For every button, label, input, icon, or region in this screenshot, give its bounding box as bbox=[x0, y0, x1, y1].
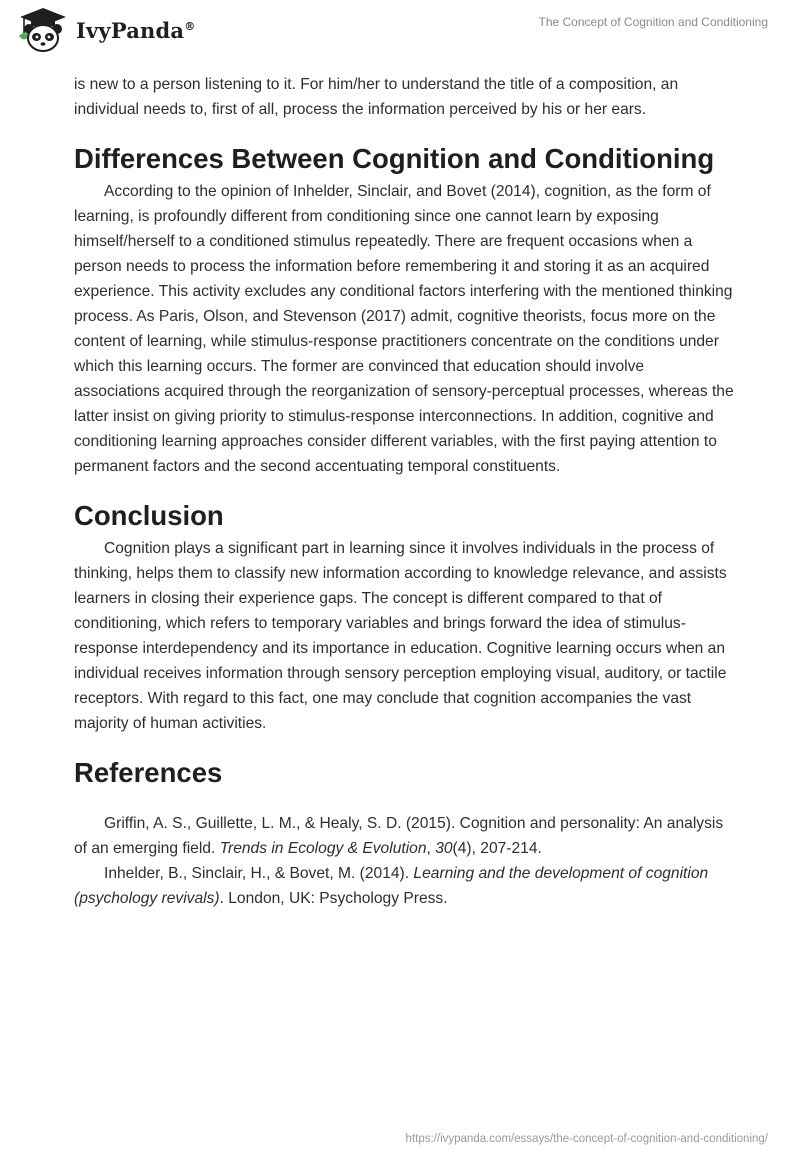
reference-journal: Trends in Ecology & Evolution bbox=[219, 840, 427, 857]
brand-name: IvyPanda® bbox=[76, 17, 196, 43]
reference-authors: Griffin, A. S., Guillette, L. M., & Healy, S. D. (2015). Cognition and personality: An analysis of an emerging field. bbox=[74, 815, 724, 857]
conclusion-paragraph: Cognition plays a significant part in learning since it involves individuals in the process of thinking, helps them to classify new information according to knowledge relevance, and assists learners in closing their experience gaps. The concept is different compared to that of conditioning, which refers to temporary variables and brings forward the idea of stimulus-response interdependency and its importance in education. Cognitive learning occurs when an individual receives information through sensory perception employing visual, auditory, or tactile receptors. With regard to this fact, one may conclude that cognition accompanies the vast majority of human activities. bbox=[74, 540, 727, 732]
panda-graduate-icon bbox=[16, 6, 70, 54]
ivypanda-logo[interactable] bbox=[16, 6, 195, 54]
reference-publisher: . London, UK: Psychology Press. bbox=[219, 890, 448, 907]
differences-paragraph: According to the opinion of Inhelder, Sinclair, and Bovet (2014), cognition, as the form of learning, is profoundly different from conditioning since one cannot learn by exposing himself/herself to a conditioned stimulus repeatedly. There are frequent occasions when a person needs to process the information before remembering it and storing it as an acquired experience. This activity excludes any conditional factors interfering with the mentioned thinking process. As Paris, Olson, and Stevenson (2017) admit, cognitive theorists, focus more on the content of learning, while stimulus-response practitioners concentrate on the conditions under which this learning occurs. The former are convinced that education should involve associations acquired through the reorganization of sensory-perceptual processes, whereas the latter insist on giving priority to stimulus-response interconnections. In addition, cognitive and conditioning learning approaches consider different variables, with the first paying attention to permanent factors and the second accentuating temporal constituents. bbox=[74, 183, 734, 475]
reference-separator: , bbox=[426, 840, 436, 857]
page-header bbox=[0, 0, 800, 62]
reference-item bbox=[74, 811, 734, 861]
document-title: The Concept of Cognition and Conditioning bbox=[538, 15, 768, 29]
heading-differences: Differences Between Cognition and Conditioning bbox=[74, 143, 715, 174]
source-url[interactable]: https://ivypanda.com/essays/the-concept-of-cognition-and-conditioning/ bbox=[405, 1133, 768, 1145]
reference-volume: 30 bbox=[435, 840, 453, 857]
reference-authors: Inhelder, B., Sinclair, H., & Bovet, M. (2014). bbox=[104, 865, 414, 882]
reference-pages: (4), 207-214. bbox=[452, 840, 542, 857]
reference-item bbox=[74, 861, 734, 911]
essay-content bbox=[74, 72, 734, 911]
heading-conclusion: Conclusion bbox=[74, 500, 224, 531]
reference-title: Learning and the development of cognition (psychology revivals) bbox=[74, 865, 709, 907]
reference-list bbox=[74, 811, 734, 911]
heading-references: References bbox=[74, 757, 223, 788]
intro-paragraph-tail: is new to a person listening to it. For him/her to understand the title of a composition, an individual needs to, first of all, process the information perceived by his or her ears. bbox=[74, 76, 679, 118]
